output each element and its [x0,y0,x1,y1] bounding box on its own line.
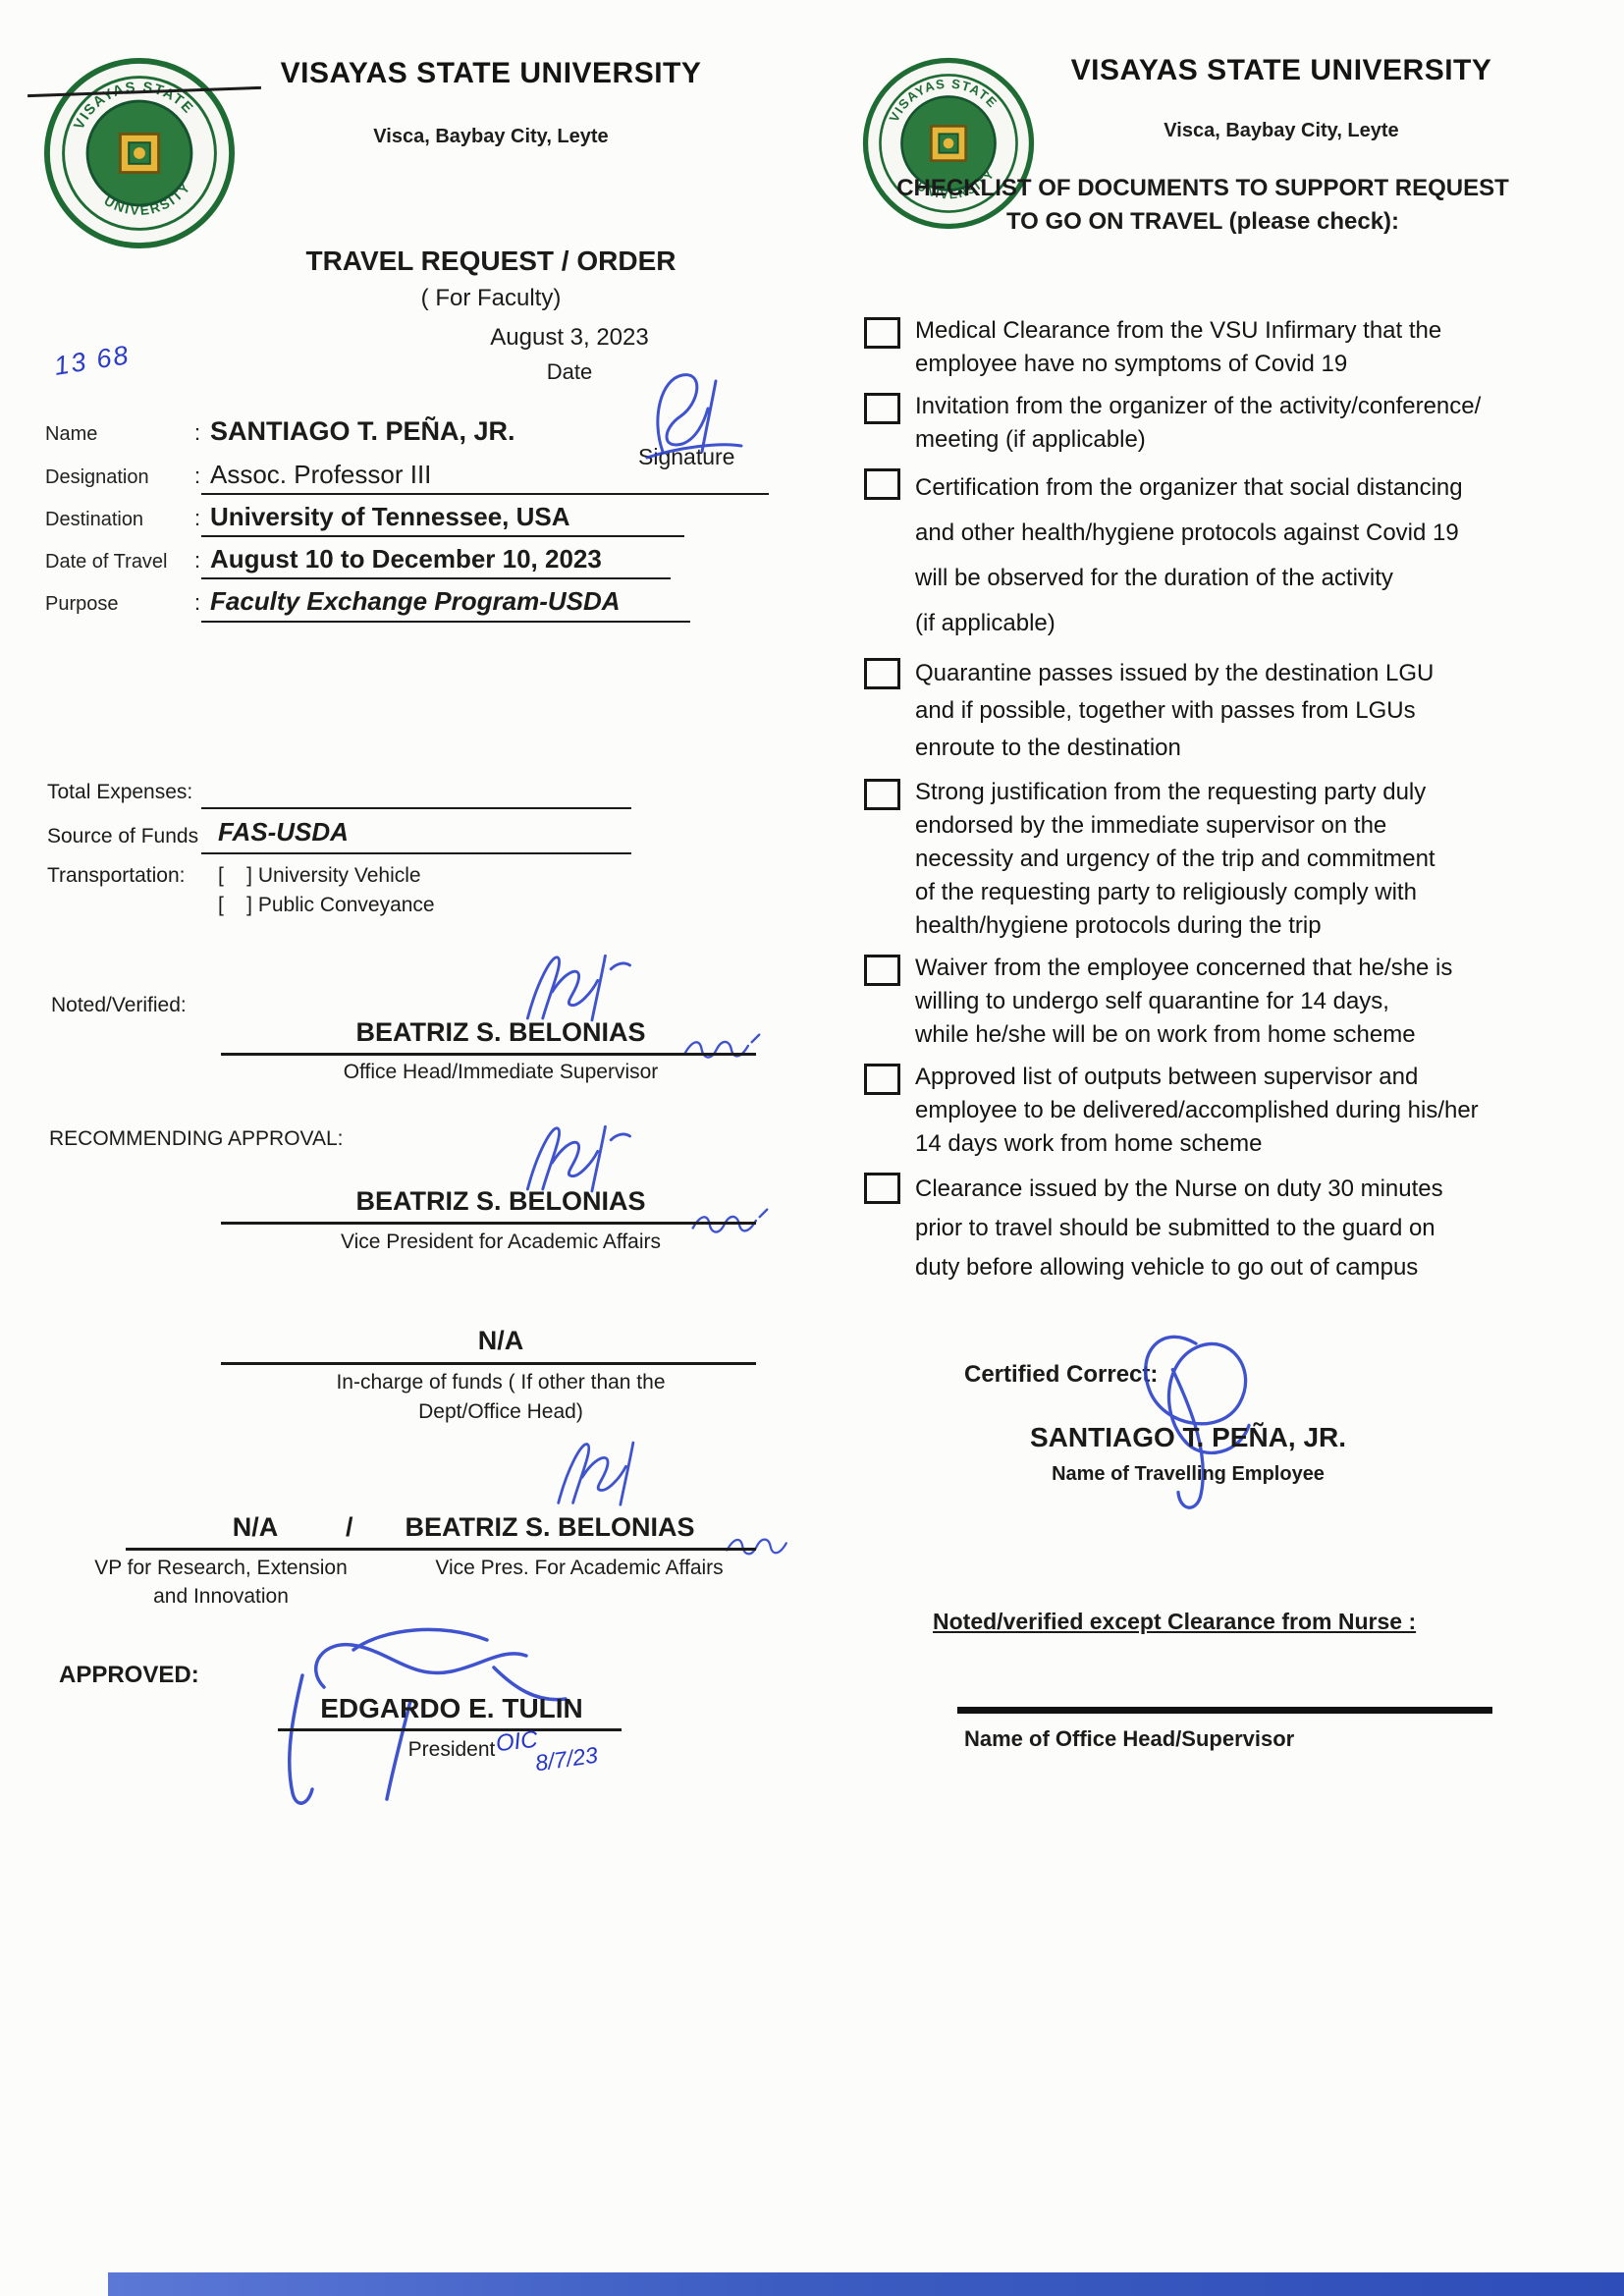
checklist-item-text: Quarantine passes issued by the destination LGU and if possible, together with passes from LGUs enroute to the destination [915,660,1435,761]
certified-correct-label: Certified Correct: [964,1361,1159,1388]
transportation-label: Transportation: [47,864,186,887]
president-title: President [407,1738,496,1761]
supervisor-name: BEATRIZ S. BELONIAS [355,1017,646,1047]
checkbox-empty-icon[interactable] [864,779,900,810]
university-name-right: VISAYAS STATE UNIVERSITY [1070,54,1492,86]
checklist-item [864,1061,1571,1161]
colon: : [194,506,201,530]
dual-right-value: BEATRIZ S. BELONIAS [405,1512,695,1542]
checklist-item-text: Medical Clearance from the VSU Infirmary that the employee have no symptoms of Covid 19 [915,317,1442,377]
approved-label: APPROVED: [59,1662,199,1688]
dual-left-title-1: VP for Research, Extension [94,1557,348,1579]
vsu-seal-logo [862,57,1035,230]
handwritten-oic-date: 8/7/23 [533,1741,600,1777]
office-head-signature-line [957,1707,1492,1714]
handwritten-ref-number: 13 68 [52,340,133,381]
checklist-item-text: Invitation from the organizer of the activity/conference/ meeting (if applicable) [915,393,1482,453]
checklist-item [864,952,1571,1052]
funds-incharge-line [221,1362,756,1365]
name-value: SANTIAGO T. PEÑA, JR. [210,416,515,446]
recommending-approval-label: RECOMMENDING APPROVAL: [49,1127,344,1150]
field-row-destination [45,502,791,532]
designation-label: Designation [45,466,149,488]
total-expenses-line [201,807,631,809]
checklist-title-line1: CHECKLIST OF DOCUMENTS TO SUPPORT REQUEST [896,175,1509,201]
checklist-item [864,390,1571,457]
date-of-travel-value: August 10 to December 10, 2023 [210,544,602,574]
dual-separator: / [346,1512,353,1542]
checklist-item-text: Certification from the organizer that social distancing and other health/hygiene protocols against Covid 19 will be observed for the duration of the activity (if applicable) [915,474,1463,636]
traveller-name-caption: Name of Travelling Employee [1052,1463,1325,1485]
vp-academic-name: BEATRIZ S. BELONIAS [355,1186,646,1216]
vp-academic-signature-line [221,1222,756,1225]
checklist-item [864,465,1571,646]
traveller-signature-ink [1108,1306,1284,1527]
date-label: Date [546,359,593,384]
destination-label: Destination [45,509,144,530]
noted-except-nurse-label: Noted/verified except Clearance from Nurse : [933,1609,1417,1634]
dual-left-value: N/A [232,1512,279,1542]
handwritten-oic-note: OIC [494,1725,539,1758]
university-name-left: VISAYAS STATE UNIVERSITY [280,57,702,89]
checkbox-empty-icon[interactable] [864,317,900,349]
designation-value: Assoc. Professor III [210,460,432,489]
checklist-item [864,655,1571,767]
funds-incharge-value: N/A [477,1326,524,1355]
supervisor-signature-line [221,1053,756,1056]
scan-bottom-bar [108,2272,1624,2296]
funds-incharge-caption-1: In-charge of funds ( If other than the [336,1371,666,1394]
destination-value: University of Tennessee, USA [210,502,570,531]
checkbox-empty-icon[interactable] [864,1173,900,1204]
purpose-label: Purpose [45,593,119,615]
university-address-left: Visca, Baybay City, Leyte [373,126,609,147]
form-subtitle: ( For Faculty) [420,285,562,311]
checkbox-empty-icon[interactable] [864,1064,900,1095]
dual-signature-ink [542,1429,670,1522]
checklist-item-text: Waiver from the employee concerned that he/she is willing to undergo self quarantine for 14 days, while he/she will be on work from home scheme [915,955,1453,1048]
source-of-funds-line [201,852,631,854]
dual-left-title-2: and Innovation [153,1585,289,1608]
field-row-date-of-travel [45,544,791,574]
total-expenses-label: Total Expenses: [47,781,193,803]
source-of-funds-value: FAS-USDA [218,817,349,847]
checklist-item [864,1170,1571,1287]
employee-signature-ink [633,361,746,465]
source-of-funds-label: Source of Funds [47,825,199,847]
date-of-travel-label: Date of Travel [45,551,168,573]
transport-option-public-conveyance: [ ] Public Conveyance [218,894,435,916]
supervisor-title: Office Head/Immediate Supervisor [343,1061,659,1083]
colon: : [194,420,201,445]
checklist-item-text: Clearance issued by the Nurse on duty 30 minutes prior to travel should be submitted to the guard on duty before allowing vehicle to go out of campus [915,1175,1443,1281]
colon: : [194,590,201,615]
date-of-travel-underline [201,577,671,579]
destination-underline [201,535,684,537]
purpose-value: Faculty Exchange Program-USDA [210,586,621,616]
checklist-item [864,776,1571,943]
vsu-seal-logo [43,57,236,249]
field-row-purpose [45,586,791,617]
dual-right-title: Vice Pres. For Academic Affairs [435,1557,724,1579]
noted-verified-label: Noted/Verified: [51,994,187,1016]
checklist-item-text: Strong justification from the requesting party duly endorsed by the immediate supervisor on the necessity and urgency of the trip and commitment of the requesting party to religiously comply with health/hygiene protocols during the trip [915,779,1435,939]
university-address-right: Visca, Baybay City, Leyte [1164,120,1399,141]
form-title: TRAVEL REQUEST / ORDER [305,246,677,276]
president-signature-line [278,1728,622,1731]
checkbox-empty-icon[interactable] [864,955,900,986]
president-name: EDGARDO E. TULIN [320,1693,583,1723]
name-label: Name [45,423,98,445]
checklist-item [864,314,1571,381]
purpose-underline [201,621,690,623]
travel-request-date: August 3, 2023 [490,324,649,351]
signature-label: Signature [638,444,735,469]
colon: : [194,464,201,488]
checklist [864,314,1571,1296]
designation-underline [201,493,769,495]
colon: : [194,548,201,573]
office-head-caption: Name of Office Head/Supervisor [964,1726,1295,1751]
checklist-title-line2: TO GO ON TRAVEL (please check): [1005,208,1400,235]
checkbox-empty-icon[interactable] [864,468,900,500]
traveller-name: SANTIAGO T. PEÑA, JR. [1029,1422,1347,1452]
vp-academic-title: Vice President for Academic Affairs [340,1230,662,1253]
checklist-item-text: Approved list of outputs between supervisor and employee to be delivered/accomplished during his/her 14 days work from home scheme [915,1064,1479,1157]
funds-incharge-caption-2: Dept/Office Head) [418,1400,583,1423]
checkbox-empty-icon[interactable] [864,658,900,689]
transport-option-university-vehicle: [ ] University Vehicle [218,864,421,887]
checkbox-empty-icon[interactable] [864,393,900,424]
dual-signature-line [126,1548,756,1551]
